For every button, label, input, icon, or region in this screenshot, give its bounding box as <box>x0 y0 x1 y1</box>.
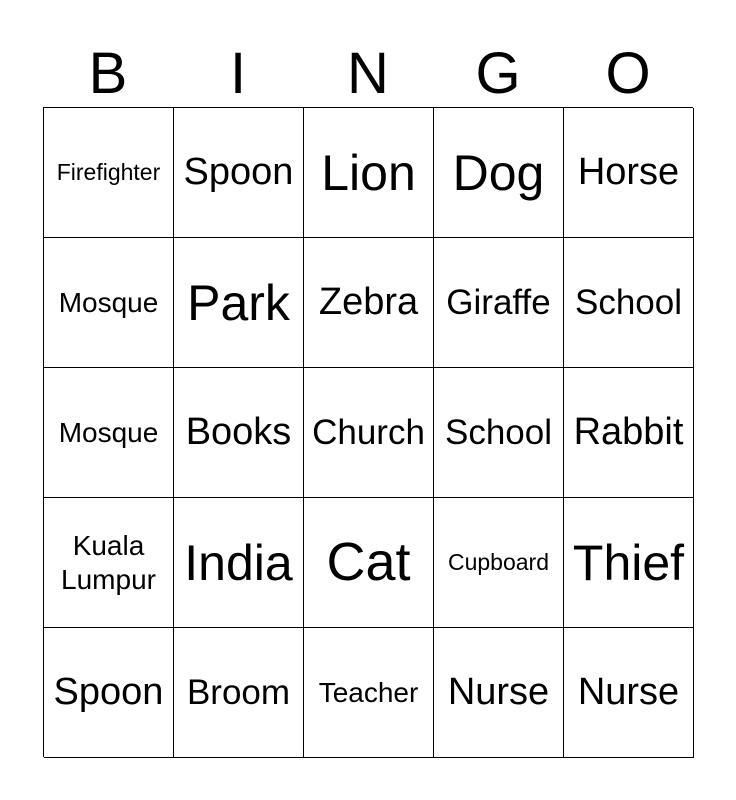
bingo-cell[interactable]: Spoon <box>44 628 174 758</box>
header-letter-g: G <box>475 41 521 106</box>
bingo-cell[interactable]: Mosque <box>44 368 174 498</box>
bingo-cell[interactable]: Rabbit <box>564 368 694 498</box>
bingo-cell[interactable]: Mosque <box>44 238 174 368</box>
bingo-cell[interactable]: School <box>434 368 564 498</box>
bingo-cell[interactable]: Firefighter <box>44 108 174 238</box>
bingo-header <box>43 40 693 108</box>
bingo-cell[interactable]: Church <box>304 368 434 498</box>
bingo-cell[interactable]: School <box>564 238 694 368</box>
bingo-cell[interactable]: Nurse <box>434 628 564 758</box>
header-letter-o: O <box>605 41 651 106</box>
bingo-cell[interactable]: Zebra <box>304 238 434 368</box>
bingo-cell[interactable]: Nurse <box>564 628 694 758</box>
header-letter-b: B <box>88 41 128 106</box>
bingo-cell[interactable]: Spoon <box>174 108 304 238</box>
bingo-cell[interactable]: Cupboard <box>434 498 564 628</box>
bingo-cell[interactable]: Teacher <box>304 628 434 758</box>
bingo-board <box>43 107 693 757</box>
header-letter-n: N <box>347 41 389 106</box>
bingo-cell[interactable]: Thief <box>564 498 694 628</box>
bingo-cell[interactable]: Books <box>174 368 304 498</box>
bingo-cell[interactable]: Dog <box>434 108 564 238</box>
header-letter-i: I <box>229 41 247 106</box>
bingo-cell[interactable]: India <box>174 498 304 628</box>
bingo-cell[interactable]: Lion <box>304 108 434 238</box>
bingo-cell[interactable]: Giraffe <box>434 238 564 368</box>
bingo-cell[interactable]: Broom <box>174 628 304 758</box>
bingo-cell[interactable]: Kuala Lumpur <box>44 498 174 628</box>
bingo-cell[interactable]: Park <box>174 238 304 368</box>
bingo-cell[interactable]: Cat <box>304 498 434 628</box>
bingo-cell[interactable]: Horse <box>564 108 694 238</box>
